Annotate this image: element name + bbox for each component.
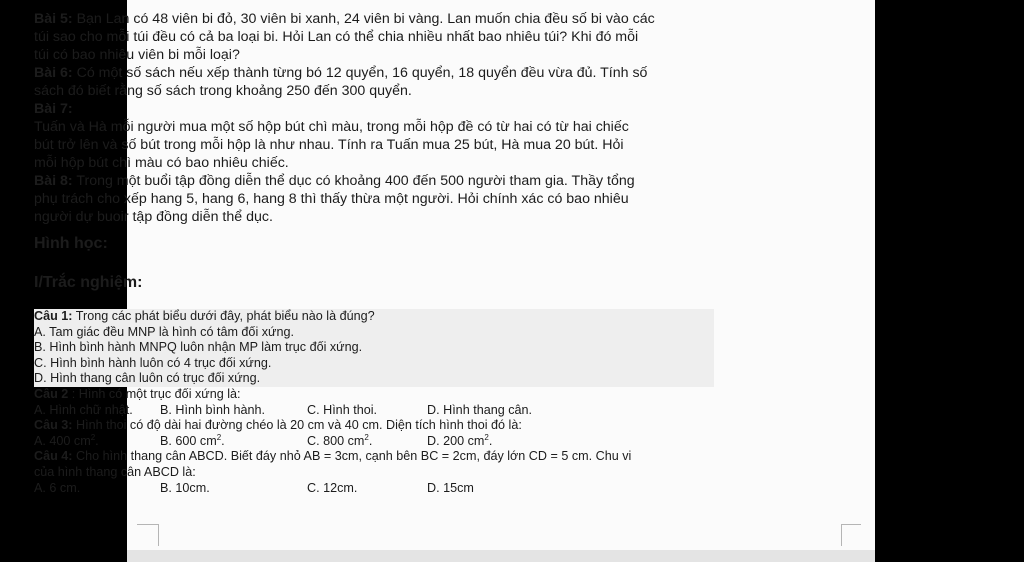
question-2-option-c: C. Hình thoi. bbox=[307, 402, 377, 417]
question-1 bbox=[34, 309, 714, 387]
exercise-6-line: Có một số sách nếu xếp thành từng bó 12 quyển, 16 quyển, 18 quyển đều vừa đủ. Tính số bbox=[72, 65, 648, 81]
exercise-7-line: bút trở lên và số bút trong mỗi hộp là như nhau. Tính ra Tuấn mua 25 bút, Hà mua 20 bút. Hỏi bbox=[34, 137, 624, 153]
exercise-list bbox=[34, 10, 716, 226]
exercise-8 bbox=[34, 172, 716, 226]
question-1-option-b: B. Hình bình hành MNPQ luôn nhận MP làm trục đối xứng. bbox=[34, 340, 363, 355]
question-2-option-a: A. Hình chữ nhật. bbox=[34, 402, 133, 417]
question-3-option-c: C. 800 $cm^2$. bbox=[307, 432, 373, 448]
question-4 bbox=[34, 449, 716, 496]
exercise-8-line: người dự buoir tập đồng diễn thể dục. bbox=[34, 209, 273, 225]
question-2-option-d: D. Hình thang cân. bbox=[427, 402, 533, 417]
crop-mark-right bbox=[841, 524, 861, 546]
exercise-7-label: Bài 7: bbox=[34, 101, 73, 117]
exercise-5-line: túi có bao nhiêu viên bi mỗi loại? bbox=[34, 47, 240, 63]
question-3-label: Câu 3: bbox=[34, 418, 73, 433]
question-2 bbox=[34, 387, 716, 418]
page-bottom-edge bbox=[127, 550, 875, 562]
geometry-heading: Hình học: bbox=[34, 235, 108, 252]
exercise-6-label: Bài 6: bbox=[34, 65, 73, 81]
exercise-6 bbox=[34, 64, 716, 100]
exercise-7-line: Tuấn và Hà mỗi người mua một số hộp bút chì màu, trong mỗi hộp đề có từ hai có từ hai chiếc bbox=[34, 119, 629, 135]
exercise-5-line: Bạn Lan có 48 viên bi đỏ, 30 viên bi xanh, 24 viên bi vàng. Lan muốn chia đều số bi vào các bbox=[72, 11, 655, 27]
exercise-7-line: mỗi hộp bút chì màu có bao nhiêu chiếc. bbox=[34, 155, 289, 171]
question-3-option-a: A. 400 $cm^2$. bbox=[34, 432, 99, 448]
question-4-text: của hình thang cân ABCD là: bbox=[34, 464, 196, 479]
question-3-option-d: D. 200 $cm^2$. bbox=[427, 432, 493, 448]
exercise-5-line: túi sao cho mỗi túi đều có cả ba loại bi. Hỏi Lan có thể chia nhiều nhất bao nhiêu túi? Khi đó mỗi bbox=[34, 29, 639, 45]
exercise-7 bbox=[34, 100, 716, 172]
question-4-label: Câu 4: bbox=[34, 449, 73, 464]
multiple-choice-heading: I/Trắc nghiệm: bbox=[34, 274, 143, 291]
question-1-option-d: D. Hình thang cân luôn có trục đối xứng. bbox=[34, 371, 261, 386]
question-4-option-c: C. 12cm. bbox=[307, 480, 358, 495]
question-2-label: Câu 2 bbox=[34, 386, 69, 401]
question-4-text: Cho hình thang cân ABCD. Biết đáy nhỏ AB = 3cm, cạnh bên BC = 2cm, đáy lớn CD = 5 cm. Chu vi bbox=[72, 449, 632, 464]
question-3-option-b: B. 600 $cm^2$. bbox=[160, 432, 225, 448]
question-3-text: Hình thoi có độ dài hai đường chéo là 20 cm và 40 cm. Diện tích hình thoi đó là: bbox=[72, 418, 522, 433]
crop-mark-left bbox=[137, 524, 159, 546]
question-1-option-a: A. Tam giác đều MNP là hình có tâm đối xứng. bbox=[34, 324, 294, 339]
question-4-option-a: A. 6 cm. bbox=[34, 480, 81, 495]
exercise-5-label: Bài 5: bbox=[34, 11, 73, 27]
question-1-label: Câu 1: bbox=[34, 309, 73, 323]
exercise-8-line: Trong một buổi tập đồng diễn thể dục có khoảng 400 đến 500 người tham gia. Thầy tổng bbox=[72, 173, 635, 189]
exercise-8-line: phụ trách cho xếp hang 5, hang 6, hang 8 thì thấy thừa một người. Hỏi chính xác có bao nhiêu bbox=[34, 191, 629, 207]
question-2-text: : Hình có một trục đối xứng là: bbox=[68, 386, 241, 401]
question-4-option-d: D. 15cm bbox=[427, 480, 474, 495]
question-1-option-c: C. Hình bình hành luôn có 4 trục đối xứng. bbox=[34, 355, 272, 370]
exercise-6-line: sách đó biết rằng số sách trong khoảng 250 đến 300 quyển. bbox=[34, 83, 412, 99]
exercise-5 bbox=[34, 10, 716, 64]
question-2-option-b: B. Hình bình hành. bbox=[160, 402, 266, 417]
question-3 bbox=[34, 418, 716, 449]
question-4-option-b: B. 10cm. bbox=[160, 480, 210, 495]
quiz-section bbox=[34, 309, 716, 496]
exercise-8-label: Bài 8: bbox=[34, 173, 73, 189]
question-1-text: Trong các phát biểu dưới đây, phát biểu nào là đúng? bbox=[72, 309, 375, 323]
